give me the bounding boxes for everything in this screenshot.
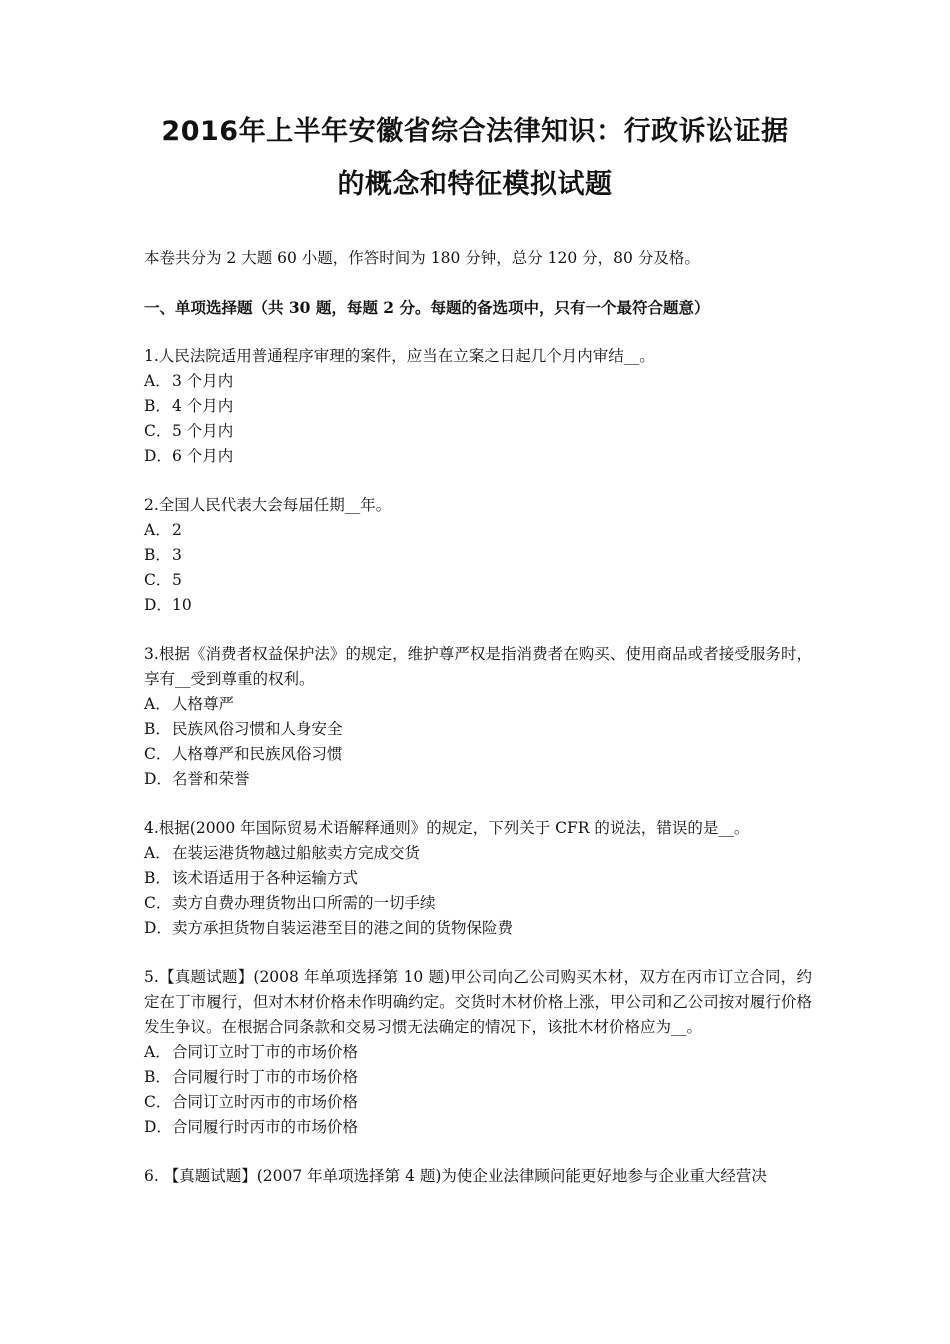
- question-stem: 1.人民法院适用普通程序审理的案件，应当在立案之日起几个月内审结__。: [144, 347, 655, 365]
- option-text: 合同订立时丙市的市场价格: [172, 1093, 359, 1111]
- document-title-line-2: 的概念和特征模拟试题: [337, 169, 613, 200]
- option-text: 合同履行时丁市的市场价格: [172, 1068, 359, 1086]
- option-text: 4 个月内: [172, 397, 234, 415]
- answer-option: [144, 1090, 812, 1115]
- option-letter: A．: [144, 695, 171, 713]
- question-item: [144, 642, 812, 792]
- document-title-line-1: 2016年上半年安徽省综合法律知识：行政诉讼证据: [161, 116, 789, 147]
- option-text: 卖方承担货物自装运港至目的港之间的货物保险费: [172, 919, 514, 937]
- answer-option: [144, 767, 812, 792]
- option-letter: A．: [144, 1043, 171, 1061]
- answer-option: [144, 1040, 812, 1065]
- answer-option: [144, 593, 812, 618]
- option-letter: C．: [144, 1093, 172, 1111]
- option-text: 3: [172, 546, 182, 564]
- option-letter: C．: [144, 894, 172, 912]
- option-letter: C．: [144, 422, 172, 440]
- option-letter: B．: [144, 1068, 171, 1086]
- option-list: [144, 692, 812, 792]
- question-item: [144, 1164, 812, 1189]
- option-letter: B．: [144, 546, 171, 564]
- option-text: 5: [172, 571, 182, 589]
- answer-option: [144, 866, 812, 891]
- answer-option: [144, 518, 812, 543]
- option-list: [144, 841, 812, 941]
- answer-option: [144, 369, 812, 394]
- option-text: 5 个月内: [172, 422, 234, 440]
- option-letter: D．: [144, 919, 172, 937]
- option-letter: B．: [144, 397, 171, 415]
- answer-option: [144, 394, 812, 419]
- option-text: 人格尊严: [172, 695, 235, 713]
- section-heading: 一、单项选择题（共 30 题，每题 2 分。每题的备选项中，只有一个最符合题意）: [144, 298, 710, 317]
- answer-option: [144, 692, 812, 717]
- option-letter: B．: [144, 869, 171, 887]
- option-letter: C．: [144, 745, 172, 763]
- question-item: [144, 344, 812, 469]
- question-item: [144, 816, 812, 941]
- option-letter: D．: [144, 770, 172, 788]
- answer-option: [144, 717, 812, 742]
- option-text: 民族风俗习惯和人身安全: [172, 720, 343, 738]
- option-list: [144, 1040, 812, 1140]
- question-item: [144, 493, 812, 618]
- answer-option: [144, 543, 812, 568]
- option-text: 在装运港货物越过船舷卖方完成交货: [172, 844, 421, 862]
- answer-option: [144, 891, 812, 916]
- option-letter: C．: [144, 571, 172, 589]
- question-item: [144, 965, 812, 1140]
- answer-option: [144, 1115, 812, 1140]
- question-stem: 6. 【真题试题】(2007 年单项选择第 4 题)为使企业法律顾问能更好地参与企业重大经营决: [144, 1167, 767, 1185]
- option-letter: D．: [144, 447, 172, 465]
- answer-option: [144, 444, 812, 469]
- option-list: [144, 369, 812, 469]
- answer-option: [144, 419, 812, 444]
- question-stem: 3.根据《消费者权益保护法》的规定，维护尊严权是指消费者在购买、使用商品或者接受服务时，享有__受到尊重的权利。: [144, 645, 812, 688]
- question-stem: 2.全国人民代表大会每届任期__年。: [144, 496, 392, 514]
- option-text: 卖方自费办理货物出口所需的一切手续: [172, 894, 436, 912]
- answer-option: [144, 916, 812, 941]
- answer-option: [144, 568, 812, 593]
- option-text: 人格尊严和民族风俗习惯: [172, 745, 343, 763]
- option-text: 2: [172, 521, 182, 539]
- question-list: [144, 344, 812, 1189]
- option-letter: A．: [144, 372, 171, 390]
- option-letter: A．: [144, 844, 171, 862]
- option-text: 合同订立时丁市的市场价格: [172, 1043, 359, 1061]
- option-text: 合同履行时丙市的市场价格: [172, 1118, 359, 1136]
- option-text: 3 个月内: [172, 372, 234, 390]
- option-text: 名誉和荣誉: [172, 770, 250, 788]
- option-letter: D．: [144, 1118, 172, 1136]
- option-list: [144, 518, 812, 618]
- question-stem: 5.【真题试题】(2008 年单项选择第 10 题)甲公司向乙公司购买木材，双方在丙市订立合同，约定在丁市履行，但对木材价格未作明确约定。交货时木材价格上涨，甲公司和乙公司按对履行价格发生争议。在根据合同条款和交易习惯无法确定的情况下，该批木材价格应为__。: [144, 968, 812, 1036]
- option-text: 10: [172, 596, 192, 614]
- question-stem: 4.根据(2000 年国际贸易术语解释通则》的规定，下列关于 CFR 的说法，错误的是__。: [144, 819, 750, 837]
- exam-intro: 本卷共分为 2 大题 60 小题，作答时间为 180 分钟，总分 120 分，80 分及格。: [144, 249, 700, 267]
- option-letter: B．: [144, 720, 171, 738]
- option-letter: A．: [144, 521, 171, 539]
- option-text: 该术语适用于各种运输方式: [172, 869, 359, 887]
- document-body: [144, 246, 812, 1213]
- option-text: 6 个月内: [172, 447, 234, 465]
- option-letter: D．: [144, 596, 172, 614]
- answer-option: [144, 742, 812, 767]
- answer-option: [144, 1065, 812, 1090]
- answer-option: [144, 841, 812, 866]
